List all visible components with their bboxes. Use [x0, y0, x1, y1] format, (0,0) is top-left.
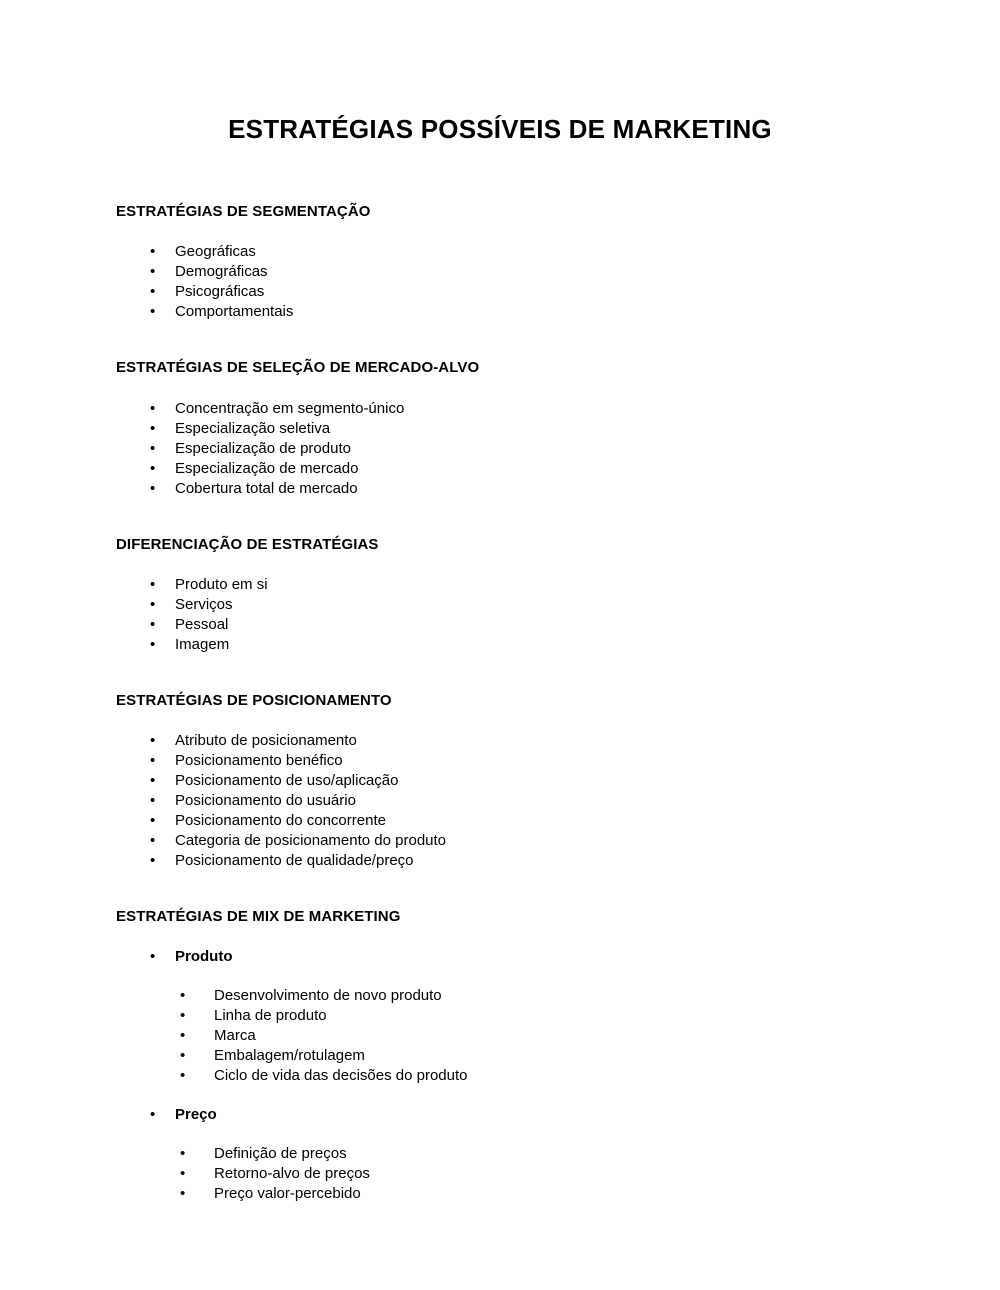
- bullet-icon: •: [150, 575, 156, 593]
- bullet-icon: •: [150, 263, 156, 281]
- bullet-icon: •: [150, 635, 156, 653]
- section-heading: DIFERENCIAÇÃO DE ESTRATÉGIAS: [116, 535, 379, 553]
- spacer: [116, 1086, 1000, 1105]
- sub-list-item: [180, 1184, 1000, 1204]
- sub-list-item: [180, 1164, 1000, 1184]
- list-item-label: Geográficas: [175, 243, 256, 261]
- spacer: [116, 555, 1000, 575]
- list-item-label: Pessoal: [175, 615, 229, 633]
- list-item: [150, 282, 1000, 302]
- section-segmentacao: [116, 202, 1000, 322]
- bullet-icon: •: [150, 419, 156, 437]
- bullet-icon: •: [180, 1165, 186, 1183]
- list-item-label: Categoria de posicionamento do produto: [175, 832, 447, 850]
- bullet-icon: •: [150, 948, 156, 966]
- list-item-label: Imagem: [175, 635, 230, 653]
- sub-list-item: [180, 1144, 1000, 1164]
- section-heading: ESTRATÉGIAS DE MIX DE MARKETING: [116, 908, 401, 926]
- sub-list-item-label: Desenvolvimento de novo produto: [214, 987, 442, 1005]
- list-item-label: Posicionamento de uso/aplicação: [175, 772, 399, 790]
- list-item: [150, 302, 1000, 322]
- list-item: [150, 615, 1000, 635]
- bullet-icon: •: [180, 1067, 186, 1085]
- list-item: [150, 575, 1000, 595]
- bullet-icon: •: [180, 987, 186, 1005]
- list-item-label: Especialização seletiva: [175, 419, 331, 437]
- sub-list-item: [180, 1066, 1000, 1086]
- bullet-icon: •: [150, 283, 156, 301]
- list-item-label: Posicionamento do usuário: [175, 792, 356, 810]
- bullet-icon: •: [150, 832, 156, 850]
- list-item: [150, 731, 1000, 751]
- spacer: [116, 499, 1000, 535]
- bullet-list: [116, 575, 1000, 655]
- bullet-icon: •: [150, 1106, 156, 1124]
- list-item-label: Comportamentais: [175, 303, 294, 321]
- bullet-icon: •: [180, 1145, 186, 1163]
- section-selecao-mercado-alvo: [116, 358, 1000, 498]
- list-item: [150, 595, 1000, 615]
- list-item: [150, 242, 1000, 262]
- section-heading: ESTRATÉGIAS DE SELEÇÃO DE MERCADO-ALVO: [116, 359, 480, 377]
- sub-list-item-label: Definição de preços: [214, 1145, 347, 1163]
- sub-list-item: [180, 1046, 1000, 1066]
- bullet-icon: •: [150, 615, 156, 633]
- list-item-label: Serviços: [175, 595, 233, 613]
- spacer: [116, 222, 1000, 242]
- spacer: [116, 711, 1000, 731]
- bullet-icon: •: [180, 1027, 186, 1045]
- sub-list-item-label: Marca: [214, 1027, 256, 1045]
- list-item: [150, 811, 1000, 831]
- spacer: [116, 322, 1000, 358]
- sub-list-item-label: Linha de produto: [214, 1007, 327, 1025]
- list-item: [150, 771, 1000, 791]
- list-item: [150, 439, 1000, 459]
- bullet-icon: •: [150, 243, 156, 261]
- list-item: [150, 262, 1000, 282]
- bullet-list: [116, 947, 1000, 967]
- sub-bullet-list: [116, 986, 1000, 1086]
- section-diferenciacao: [116, 535, 1000, 655]
- section-posicionamento: [116, 691, 1000, 871]
- spacer: [116, 967, 1000, 986]
- list-item: [150, 399, 1000, 419]
- list-item-label: Preço: [175, 1106, 217, 1124]
- list-item: [150, 459, 1000, 479]
- sub-list-item: [180, 986, 1000, 1006]
- section-heading: ESTRATÉGIAS DE SEGMENTAÇÃO: [116, 203, 371, 221]
- spacer: [116, 655, 1000, 691]
- bullet-list: [116, 1105, 1000, 1125]
- sub-list-item-label: Ciclo de vida das decisões do produto: [214, 1067, 468, 1085]
- list-item: [150, 791, 1000, 811]
- bullet-icon: •: [150, 812, 156, 830]
- sub-list-item: [180, 1006, 1000, 1026]
- bullet-list: [116, 399, 1000, 499]
- list-item-label: Produto: [175, 948, 233, 966]
- spacer: [116, 379, 1000, 399]
- bullet-icon: •: [150, 792, 156, 810]
- list-item-label: Cobertura total de mercado: [175, 479, 358, 497]
- bullet-list: [116, 242, 1000, 322]
- bullet-icon: •: [150, 772, 156, 790]
- spacer: [116, 927, 1000, 947]
- bullet-icon: •: [150, 752, 156, 770]
- bullet-icon: •: [150, 479, 156, 497]
- section-mix-de-marketing: [116, 907, 1000, 1204]
- list-item-label: Posicionamento do concorrente: [175, 812, 386, 830]
- bullet-icon: •: [150, 852, 156, 870]
- list-item-label: Especialização de produto: [175, 439, 351, 457]
- list-item-label: Atributo de posicionamento: [175, 732, 357, 750]
- list-item-label: Produto em si: [175, 575, 268, 593]
- bullet-icon: •: [150, 459, 156, 477]
- list-item: [150, 751, 1000, 771]
- list-item-label: Psicográficas: [175, 283, 265, 301]
- spacer: [116, 145, 1000, 202]
- bullet-icon: •: [180, 1047, 186, 1065]
- bullet-icon: •: [150, 595, 156, 613]
- bullet-icon: •: [150, 439, 156, 457]
- list-item: [150, 831, 1000, 851]
- page-title: ESTRATÉGIAS POSSÍVEIS DE MARKETING: [228, 114, 772, 144]
- bullet-icon: •: [150, 303, 156, 321]
- bullet-icon: •: [180, 1185, 186, 1203]
- list-item: [150, 635, 1000, 655]
- list-item-group-produto: [150, 947, 1000, 967]
- list-item-label: Posicionamento benéfico: [175, 752, 343, 770]
- list-item-label: Demográficas: [175, 263, 268, 281]
- section-heading: ESTRATÉGIAS DE POSICIONAMENTO: [116, 691, 392, 709]
- list-item-label: Especialização de mercado: [175, 459, 359, 477]
- bullet-icon: •: [180, 1007, 186, 1025]
- spacer: [116, 1125, 1000, 1144]
- sub-list-item: [180, 1026, 1000, 1046]
- sub-list-item-label: Embalagem/rotulagem: [214, 1047, 365, 1065]
- list-item-group-preco: [150, 1105, 1000, 1125]
- list-item: [150, 851, 1000, 871]
- list-item-label: Posicionamento de qualidade/preço: [175, 852, 414, 870]
- bullet-list: [116, 731, 1000, 871]
- list-item: [150, 419, 1000, 439]
- sub-list-item-label: Preço valor-percebido: [214, 1185, 361, 1203]
- spacer: [116, 871, 1000, 907]
- bullet-icon: •: [150, 399, 156, 417]
- sub-list-item-label: Retorno-alvo de preços: [214, 1165, 370, 1183]
- list-item-label: Concentração em segmento-único: [175, 399, 405, 417]
- list-item: [150, 479, 1000, 499]
- sub-bullet-list: [116, 1144, 1000, 1204]
- bullet-icon: •: [150, 732, 156, 750]
- document-body: [0, 145, 1000, 1204]
